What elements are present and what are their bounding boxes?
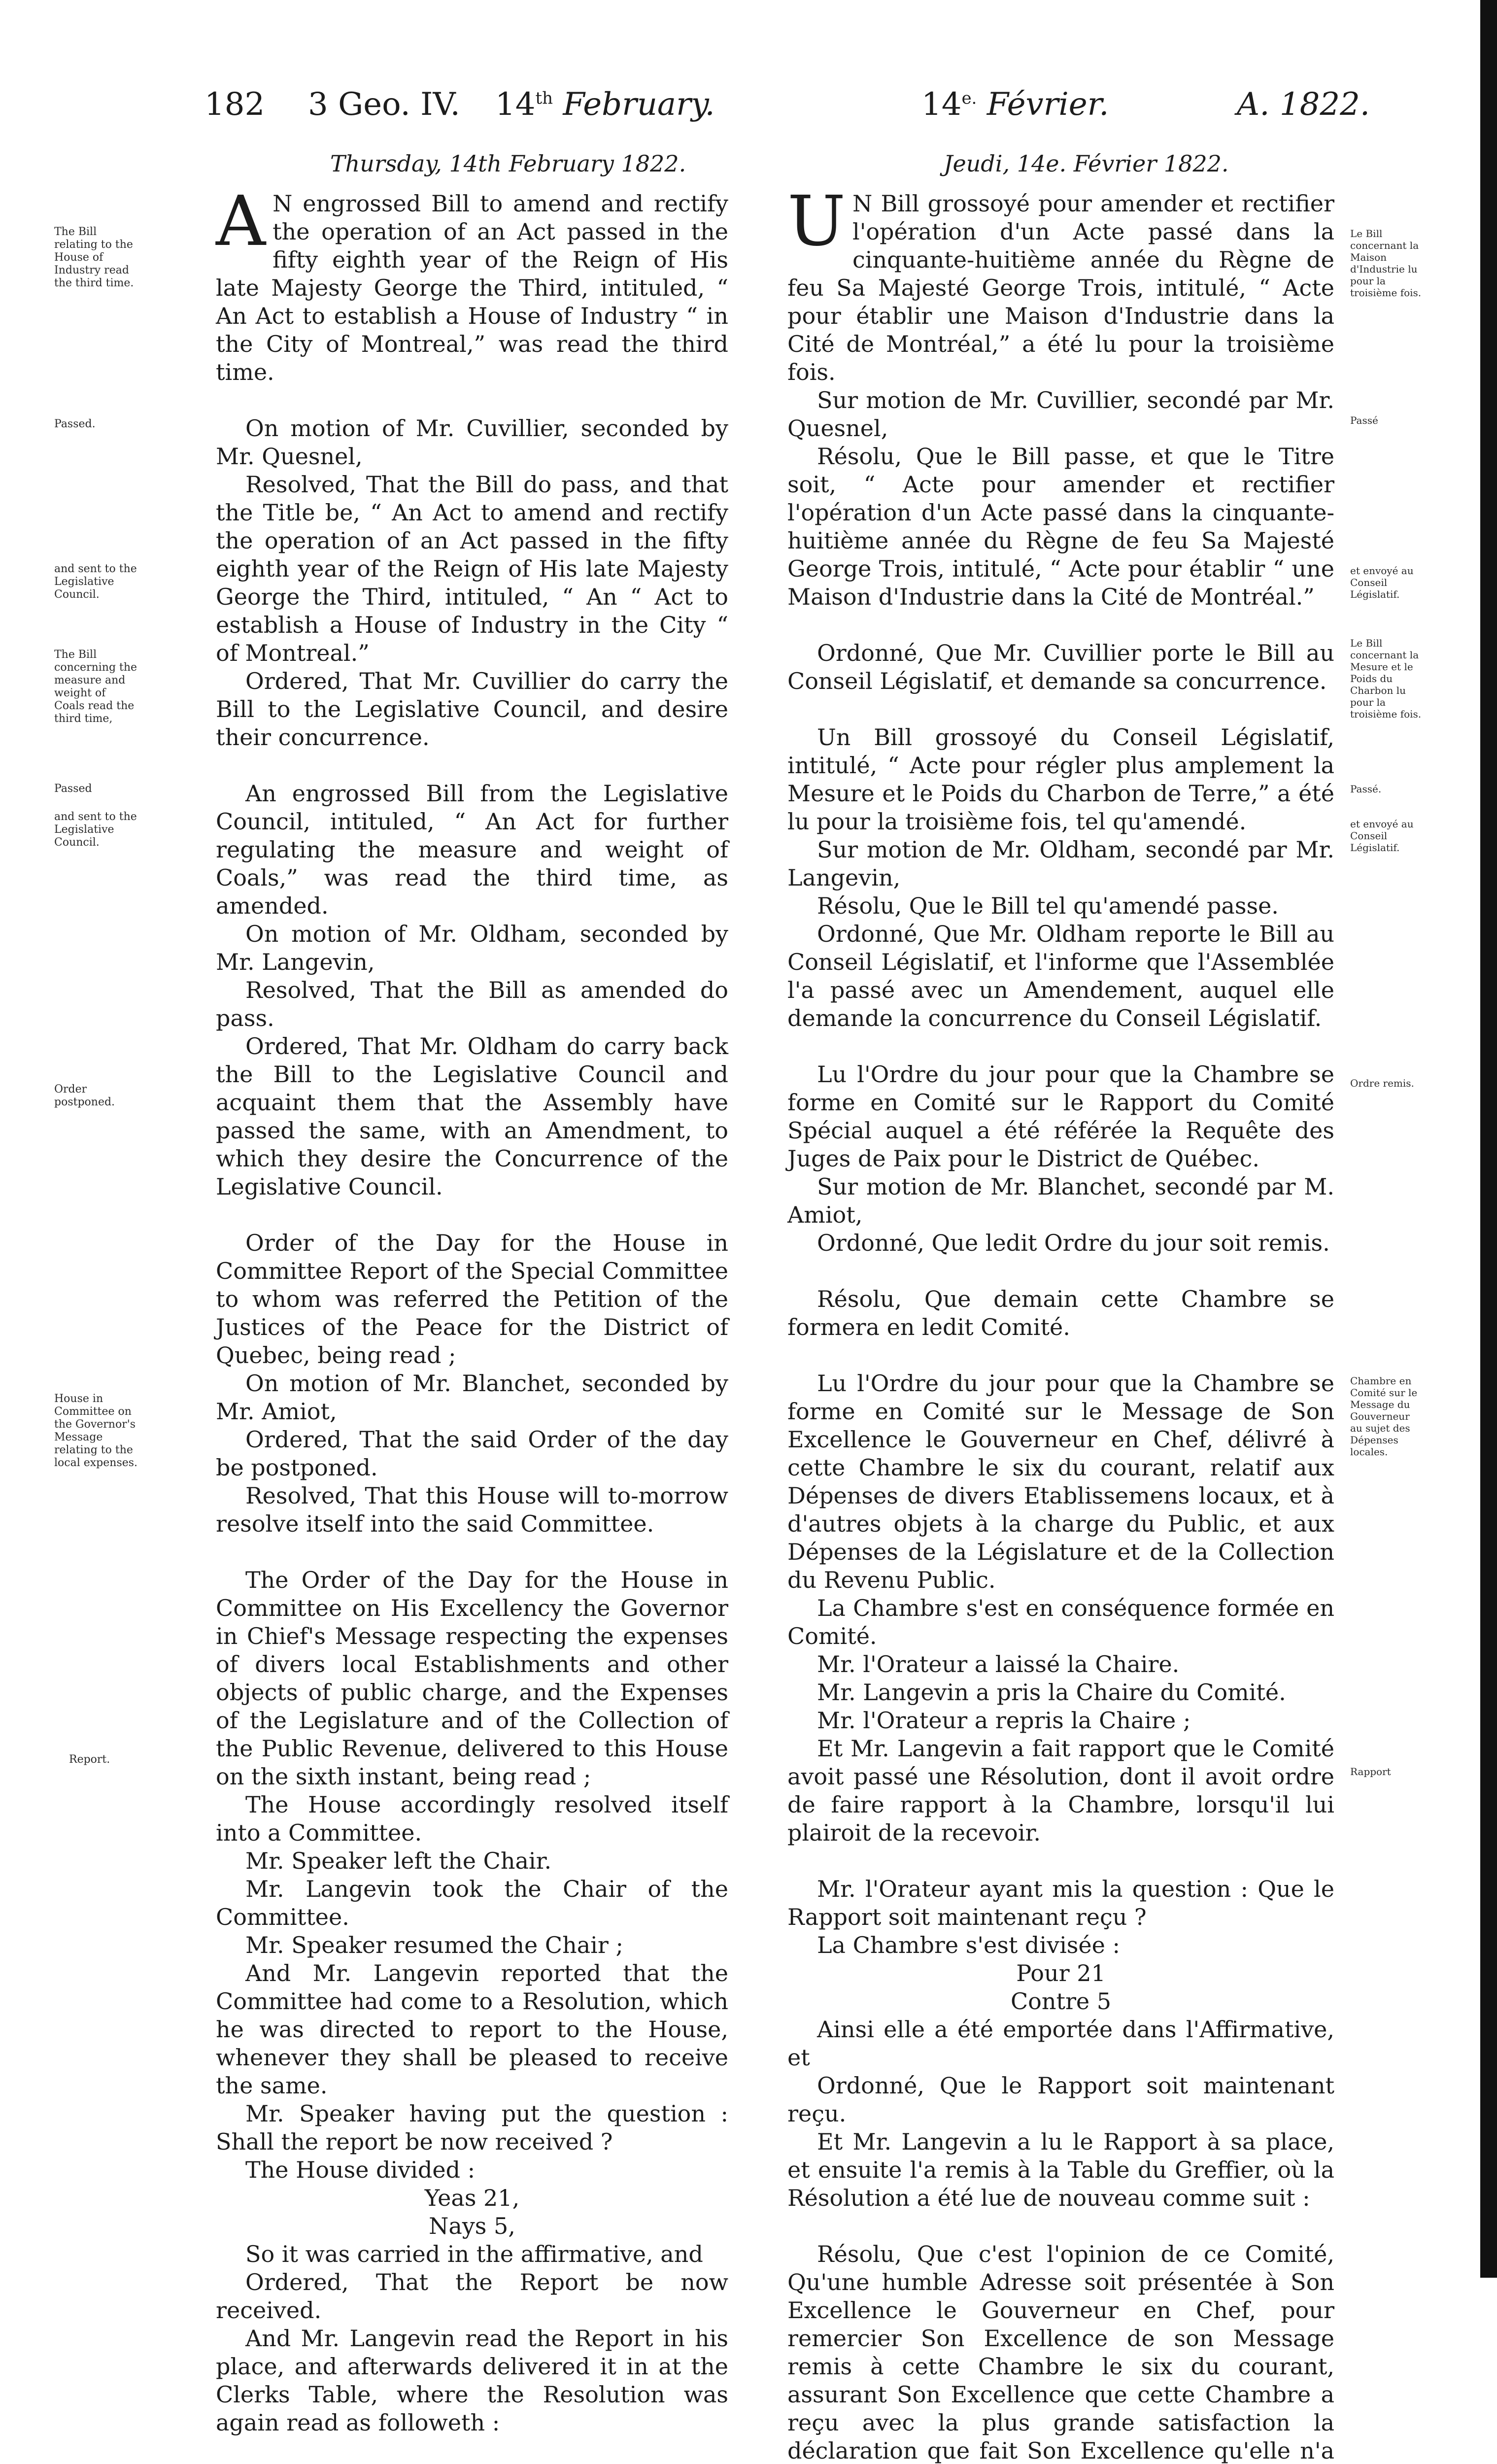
- paragraph: Ordonné, Que le Rapport soit maintenant reçu.: [787, 2072, 1334, 2127]
- paragraph: Ordered, That the said Order of the day be postponed.: [216, 1426, 728, 1481]
- margin-note-left: The Bill concerning the measure and weight of Coals read the third time,: [54, 649, 137, 725]
- margin-note-left: and sent to the Legislative Council.: [54, 563, 137, 601]
- paragraph: Order of the Day for the House in Committee Report of the Special Committee to whom was referred the Petition of the Justices of the Peace for the District of Quebec, being read ;: [216, 1230, 728, 1369]
- paragraph: Résolu, Que le Bill passe, et que le Titre soit, “ Acte pour amender et rectifier l'opération d'un Acte passé dans la cinquante-huitième année du Règne de feu Sa Majesté George Trois, intitulé, “ Acte pour établir “ une Maison d'Industrie dans la Cité de Montréal.”: [787, 443, 1334, 610]
- paragraph: Resolved, That this House will to-morrow resolve itself into the said Committee.: [216, 1482, 728, 1537]
- paragraph: Mr. Langevin took the Chair of the Committee.: [216, 1876, 728, 1930]
- paragraph: And Mr. Langevin reported that the Committee had come to a Resolution, which he was directed to report to the House, whenever they shall be pleased to receive the same.: [216, 1960, 728, 2099]
- date-fr-sup: e.: [961, 88, 977, 108]
- page-number: 182: [204, 86, 265, 123]
- subheading-french: Jeudi, 14e. Février 1822.: [944, 150, 1229, 177]
- margin-note-right: Passé.: [1350, 783, 1382, 795]
- margin-note-right: Chambre en Comité sur le Message du Gouverneur au sujet des Dépenses locales.: [1350, 1375, 1418, 1458]
- paragraph: Sur motion de Mr. Oldham, secondé par Mr. Langevin,: [787, 836, 1334, 891]
- english-column: [216, 181, 728, 2464]
- year: A. 1822.: [1237, 86, 1370, 123]
- paragraph: Mr. l'Orateur a repris la Chaire ;: [817, 1707, 1191, 1734]
- margin-note-right: et envoyé au Conseil Législatif.: [1350, 818, 1414, 854]
- margin-note-left: and sent to the Legislative Council.: [54, 811, 137, 849]
- paragraph: Résolu, Que c'est l'opinion de ce Comité, Qu'une humble Adresse soit présentée à Son Excellence le Gouverneur en Chef, pour remercier Son Excellence de son Message remis à cette Chambre le six du courant, assurant Son Excellence que cette Chambre a reçu avec la plus grande satisfaction la déclaration que fait Son Excellence qu'elle n'a: [787, 2241, 1334, 2464]
- paragraph: Résolu, Que le Bill tel qu'amendé passe.: [817, 892, 1279, 919]
- vote-pour: Pour 21: [1016, 1960, 1106, 1986]
- paragraph: So it was carried in the affirmative, and: [245, 2241, 703, 2267]
- date-en-month: February.: [563, 86, 715, 123]
- paragraph: Ordonné, Que ledit Ordre du jour soit remis.: [817, 1230, 1330, 1256]
- paragraph: La Chambre s'est en conséquence formée en Comité.: [787, 1595, 1334, 1649]
- paragraph: Ordonné, Que Mr. Cuvillier porte le Bill au Conseil Législatif, et demande sa concurrence.: [787, 640, 1334, 694]
- vote-contre: Contre 5: [1010, 1988, 1112, 2015]
- regnal-year: 3 Geo. IV.: [308, 86, 460, 123]
- paragraph: Ordered, That Mr. Oldham do carry back the Bill to the Legislative Council and acquaint them that the Assembly have passed the same, with an Amendment, to which they desire the Concurrence of the Legislative Council.: [216, 1033, 728, 1200]
- margin-note-left: Report.: [69, 1753, 110, 1766]
- margin-note-left: The Bill relating to the House of Industry read the third time.: [54, 226, 134, 289]
- paragraph: La Chambre s'est divisée :: [817, 1932, 1120, 1958]
- date-english: [495, 86, 715, 123]
- subheading-english: Thursday, 14th February 1822.: [330, 150, 686, 177]
- margin-note-left: Order postponed.: [54, 1083, 115, 1108]
- paragraph: Résolu, Que demain cette Chambre se formera en ledit Comité.: [787, 1286, 1334, 1340]
- margin-note-left: Passed.: [54, 418, 96, 430]
- drop-cap: A: [216, 181, 266, 262]
- margin-note-right: Ordre remis.: [1350, 1077, 1414, 1089]
- paragraph: Et Mr. Langevin a lu le Rapport à sa place, et ensuite l'a remis à la Table du Greffier, où la Résolution a été lue de nouveau comme suit :: [787, 2128, 1334, 2211]
- paragraph: Ordered, That the Report be now received.: [216, 2269, 728, 2324]
- paragraph: On motion of Mr. Blanchet, seconded by Mr. Amiot,: [216, 1370, 728, 1425]
- paragraph: U N Bill grossoyé pour amender et rectifier l'opération d'un Acte passé dans la cinquante-huitième année du Règne de feu Sa Majesté George Trois, intitulé, “ Acte pour établir une Maison d'Industrie dans la Cité de Montréal,” a été lu pour la troisième fois.: [787, 181, 1334, 385]
- date-french: [921, 86, 1109, 123]
- paragraph: Resolved, That the Bill do pass, and that the Title be, “ An Act to amend and rectify the operation of an Act passed in the fifty eighth year of the Reign of His late Majesty George the Third, intituled, “ An “ Act to establish a House of Industry in the City “ of Montreal.”: [216, 471, 728, 666]
- paragraph: On motion of Mr. Oldham, seconded by Mr. Langevin,: [216, 921, 728, 975]
- paragraph: Mr. Langevin a pris la Chaire du Comité.: [817, 1679, 1286, 1706]
- margin-note-right: Le Bill concernant la Mesure et le Poids du Charbon lu pour la troisième fois.: [1350, 637, 1422, 720]
- paragraph: Mr. l'Orateur a laissé la Chaire.: [817, 1651, 1180, 1677]
- paragraph: Mr. Speaker resumed the Chair ;: [245, 1932, 623, 1958]
- margin-note-right: et envoyé au Conseil Législatif.: [1350, 565, 1414, 600]
- paragraph: Lu l'Ordre du jour pour que la Chambre se forme en Comité sur le Message de Son Excellence le Gouverneur en Chef, délivré à cette Chambre le six du courant, relatif aux Dépenses de divers Etablissemens locaux, et à d'autres objets à la charge du Public, et aux Dépenses de la Législature et de la Collection du Revenu Public.: [787, 1370, 1334, 1593]
- paragraph: Mr. Speaker left the Chair.: [245, 1848, 552, 1874]
- paragraph: Mr. Speaker having put the question : Shall the report be now received ?: [216, 2100, 728, 2155]
- paragraph: The Order of the Day for the House in Committee on His Excellency the Governor in Chief's Message respecting the expenses of divers local Establishments and other objects of public charge, and the Expenses of the Legislature and of the Collection of the Public Revenue, delivered to this House on the sixth instant, being read ;: [216, 1567, 728, 1790]
- paragraph: The House accordingly resolved itself into a Committee.: [216, 1791, 728, 1846]
- paragraph: And Mr. Langevin read the Report in his place, and afterwards delivered it in at the Clerks Table, where the Resolution was again read as followeth :: [216, 2325, 728, 2436]
- paragraph: Ordonné, Que Mr. Oldham reporte le Bill au Conseil Législatif, et l'informe que l'Assemblée l'a passé avec un Amendement, auquel elle demande la concurrence du Conseil Législatif.: [787, 921, 1334, 1031]
- paragraph: Resolved, That the Bill as amended do pass.: [216, 977, 728, 1031]
- paragraph: The House divided :: [245, 2156, 476, 2183]
- date-fr-day: 14: [921, 86, 962, 123]
- page-edge-shadow: [1480, 0, 1497, 2278]
- margin-note-right: Passé: [1350, 414, 1378, 426]
- margin-note-right: Rapport: [1350, 1766, 1391, 1778]
- paragraph: Sur motion de Mr. Cuvillier, secondé par Mr. Quesnel,: [787, 387, 1334, 442]
- date-en-day: 14: [495, 86, 536, 123]
- vote-nays: Nays 5,: [429, 2213, 515, 2239]
- date-en-sup: th: [535, 88, 553, 108]
- date-fr-month: Février.: [987, 86, 1109, 123]
- margin-note-right: Le Bill concernant la Maison d'Industrie lu pour la troisième fois.: [1350, 228, 1422, 299]
- paragraph: Ainsi elle a été emportée dans l'Affirmative, et: [787, 2016, 1334, 2071]
- paragraph: An engrossed Bill from the Legislative Council, intituled, “ An Act for further regulating the measure and weight of Coals,” was read the third time, as amended.: [216, 780, 728, 919]
- paragraph: On motion of Mr. Cuvillier, seconded by Mr. Quesnel,: [216, 415, 728, 470]
- paragraph: Un Bill grossoyé du Conseil Législatif, intitulé, “ Acte pour régler plus amplement la Mesure et le Poids du Charbon de Terre,” a été lu pour la troisième fois, tel qu'amendé.: [787, 724, 1334, 835]
- drop-cap: U: [787, 181, 846, 262]
- margin-note-left: House in Committee on the Governor's Message relating to the local expenses.: [54, 1393, 138, 1469]
- paragraph: A N engrossed Bill to amend and rectify the operation of an Act passed in the fifty eighth year of the Reign of His late Majesty George the Third, intituled, “ An Act to establish a House of Industry “ in the City of Montreal,” was read the third time.: [216, 181, 728, 385]
- paragraph: Ordered, That Mr. Cuvillier do carry the Bill to the Legislative Council, and desire their concurrence.: [216, 668, 728, 751]
- margin-note-left: Passed: [54, 783, 92, 795]
- paragraph: Lu l'Ordre du jour pour que la Chambre se forme en Comité sur le Rapport du Comité Spécial auquel a été référée la Requête des Juges de Paix pour le District de Québec.: [787, 1061, 1334, 1172]
- paragraph: Et Mr. Langevin a fait rapport que le Comité avoit passé une Résolution, dont il avoit ordre de faire rapport à la Chambre, lorsqu'il lui plairoit de la recevoir.: [787, 1735, 1334, 1846]
- paragraph: Sur motion de Mr. Blanchet, secondé par M. Amiot,: [787, 1173, 1334, 1228]
- french-column: [787, 181, 1334, 2464]
- paragraph: Mr. l'Orateur ayant mis la question : Que le Rapport soit maintenant reçu ?: [787, 1876, 1334, 1930]
- vote-yeas: Yeas 21,: [424, 2185, 520, 2211]
